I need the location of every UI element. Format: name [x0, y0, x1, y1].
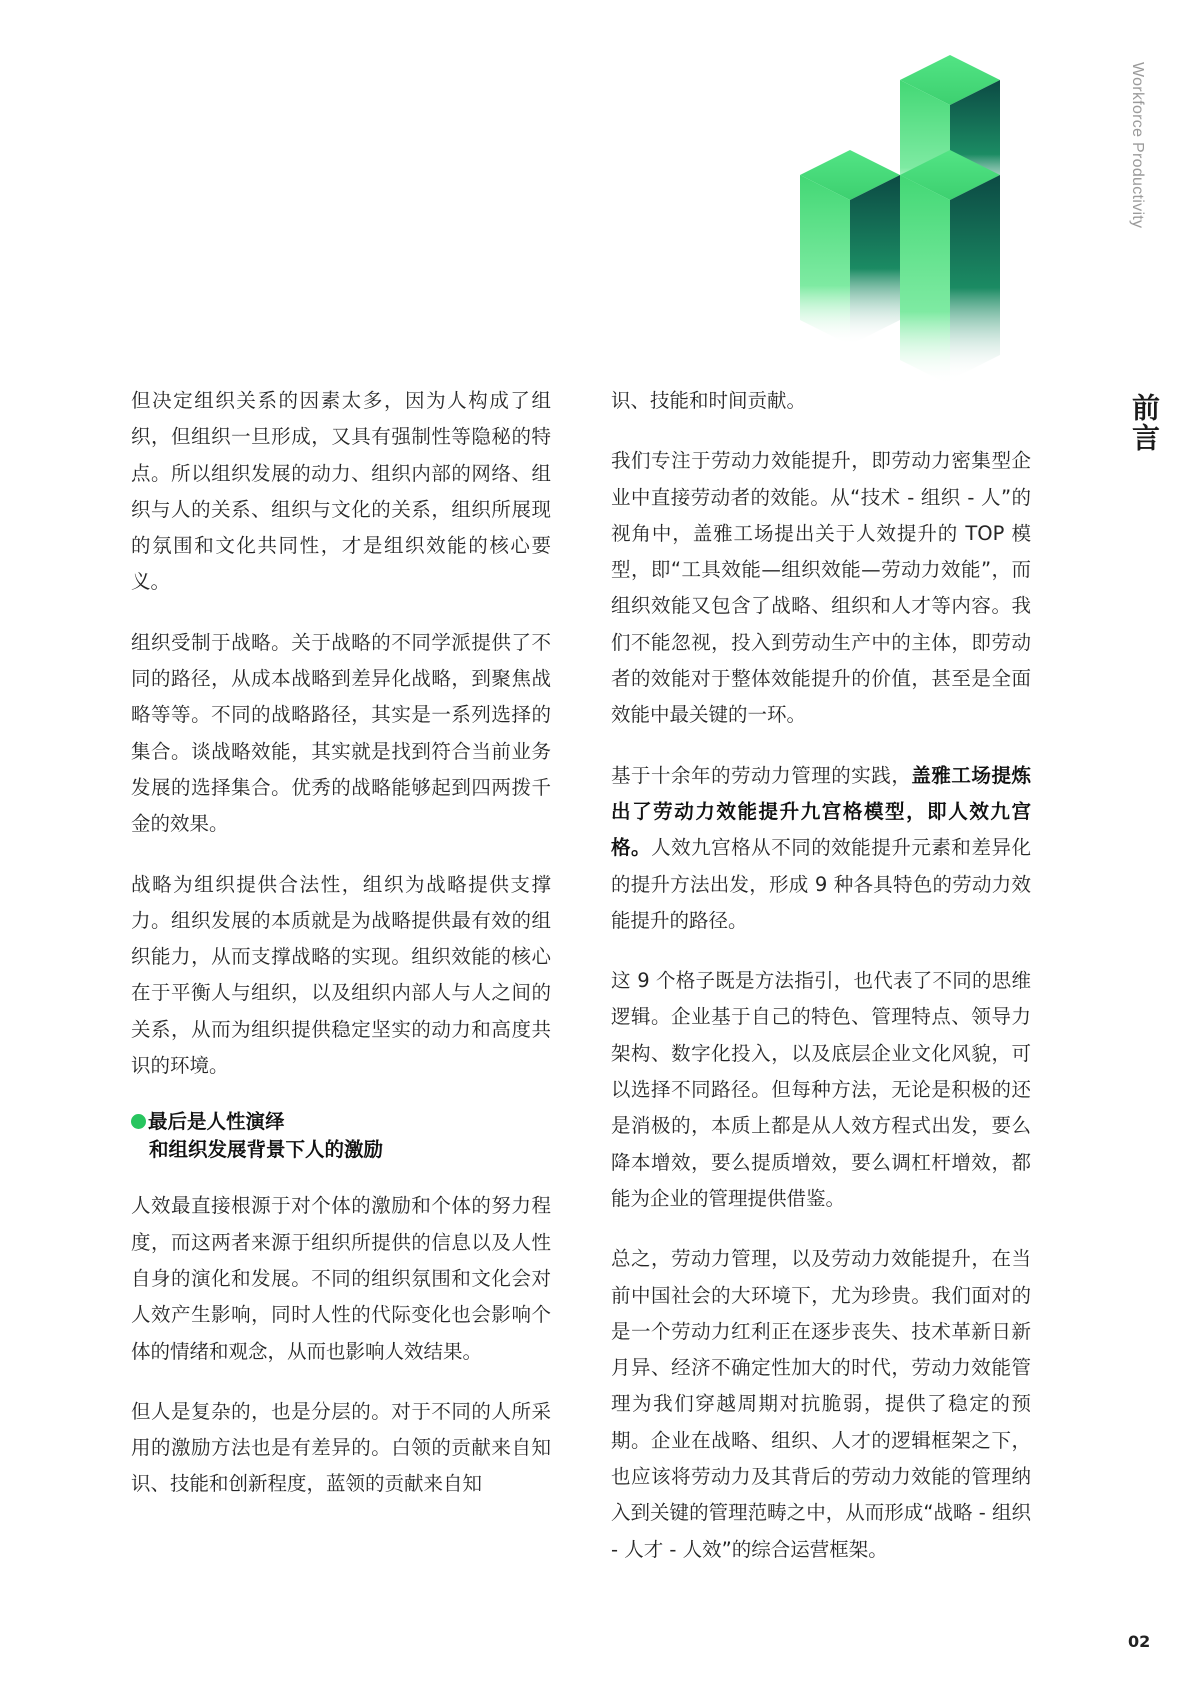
paragraph: 总之，劳动力管理，以及劳动力效能提升，在当前中国社会的大环境下，尤为珍贵。我们面对的是一个劳动力红利正在逐步丧失、技术革新日新月异、经济不确定性加大的时代，劳动力效能管理为我们穿越周期对抗脆弱，提供了稳定的预期。企业在战略、组织、人才的逻辑框架之下，也应该将劳动力及其背后的劳动力效能的管理纳入到关键的管理范畴之中，从而形成“战略 - 组织 - 人才 - 人效”的综合运营框架。 [611, 1247, 1031, 1561]
paragraph: 但决定组织关系的因素太多，因为人构成了组织，但组织一旦形成，又具有强制性等隐秘的特点。所以组织发展的动力、组织内部的网络、组织与人的关系、组织与文化的关系，组织所展现的氛围和文化共同性，才是组织效能的核心要义。 [131, 389, 551, 594]
paragraph: 战略为组织提供合法性，组织为战略提供支撑力。组织发展的本质就是为战略提供最有效的组织能力，从而支撑战略的实现。组织效能的核心在于平衡人与组织，以及组织内部人与人之间的关系，从而为组织提供稳定坚实的动力和高度共识的环境。 [131, 872, 551, 1078]
page-number: 02 [1128, 1632, 1151, 1651]
paragraph [611, 758, 1031, 939]
cube-right [900, 150, 1000, 385]
cube-left [800, 150, 900, 345]
paragraph: 这 9 个格子既是方法指引，也代表了不同的思维逻辑。企业基于自己的特色、管理特点、领导力架构、数字化投入，以及底层企业文化风貌，可以选择不同路径。但每种方法，无论是积极的还是消极的，本质上都是从人效方程式出发，要么降本增效，要么提质增效，要么调杠杆增效，都能为企业的管理提供借鉴。 [611, 969, 1031, 1210]
paragraph: 我们专注于劳动力效能提升，即劳动力密集型企业中直接劳动者的效能。从“技术 - 组织 - 人”的视角中，盖雅工场提出关于人效提升的 TOP 模型，即“工具效能—组织效能—劳动力效能”，而组织效能又包含了战略、组织和人才等内容。我们不能忽视，投入到劳动生产中的主体，即劳动者的效能对于整体效能提升的价值，甚至是全面效能中最关键的一环。 [611, 449, 1031, 727]
subheading [131, 1108, 551, 1164]
right-column [611, 383, 1031, 1592]
paragraph: 组织受制于战略。关于战略的不同学派提供了不同的路径，从成本战略到差异化战略，到聚焦战略等等。不同的战略路径，其实是一系列选择的集合。谈战略效能，其实就是找到符合当前业务发展的选择集合。优秀的战略能够起到四两拨千金的效果。 [131, 630, 551, 836]
section-title: 前言 [1128, 393, 1161, 453]
paragraph: 识、技能和时间贡献。 [611, 389, 807, 412]
subheading-line-1: 最后是人性演绎 [148, 1110, 285, 1134]
paragraph-text: 人效九宫格从不同的效能提升元素和差异化的提升方法出发，形成 9 种各具特色的劳动力效能提升的路径。 [611, 836, 1031, 932]
paragraph-text: 基于十余年的劳动力管理的实践， [611, 763, 912, 787]
decorative-cubes-graphic [800, 55, 1040, 395]
subheading-line-2: 和组织发展背景下人的激励 [149, 1138, 384, 1162]
paragraph-bold-text: 盖雅工场提炼出了劳动力效能提升九宫格模型，即人效九宫格。 [611, 763, 1031, 860]
bullet-dot-icon [131, 1114, 146, 1129]
left-column [131, 383, 551, 1527]
paragraph: 但人是复杂的，也是分层的。对于不同的人所采用的激励方法也是有差异的。白领的贡献来自知识、技能和创新程度，蓝领的贡献来自知 [131, 1399, 551, 1496]
side-label-workforce-productivity: Workforce Productivity [1129, 62, 1146, 229]
paragraph: 人效最直接根源于对个体的激励和个体的努力程度，而这两者来源于组织所提供的信息以及人性自身的演化和发展。不同的组织氛围和文化会对人效产生影响，同时人性的代际变化也会影响个体的情绪和观念，从而也影响人效结果。 [131, 1194, 551, 1363]
